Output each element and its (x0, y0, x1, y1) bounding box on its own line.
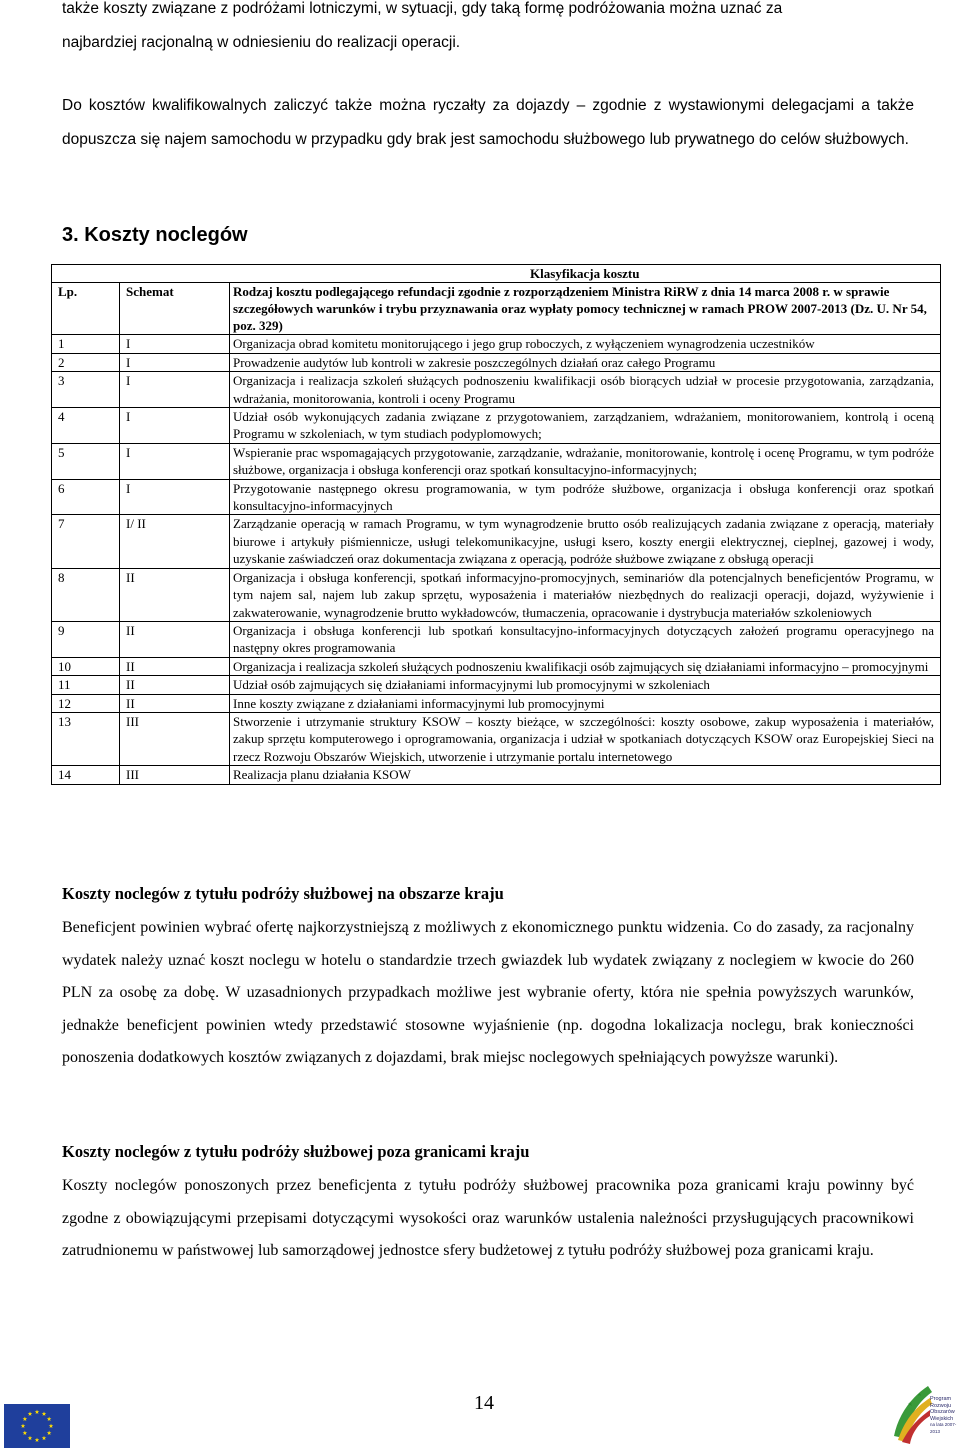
table-row (52, 353, 941, 371)
table-column-header-row (52, 283, 941, 335)
column-header-lp: Lp. (52, 283, 120, 335)
prow-logo-text-line: Rozwoju (930, 1402, 952, 1409)
cell-description: Stworzenie i utrzymanie struktury KSOW – koszty bieżące, w szczególności: koszty osobowe, zakup wyposażenia i materiałów, zakup sprzętu komputerowego i oprogramowania, organizacja i udział w spotkaniach dotyczących KSOW oraz Europejskiej Sieci na rzecz Rozwoju Obszarów Wiejskich, utworzenie i utrzymanie portalu internetowego (230, 712, 941, 765)
table-row (52, 443, 941, 479)
table-row (52, 657, 941, 675)
prow-logo-text-line: Wiejskich (930, 1415, 954, 1422)
cell-description: Przygotowanie następnego okresu programowania, w tym podróże służbowe, organizacja i obsługa konferencji oraz spotkań konsultacyjno-informacyjnych (230, 479, 941, 515)
cell-description: Realizacja planu działania KSOW (230, 766, 941, 784)
cell-schemat: I (120, 479, 230, 515)
cell-description: Zarządzanie operacją w ramach Programu, w tym wynagrodzenie brutto osób realizujących zadania związane z operacją, materiały biurowe i artykuły piśmiennicze, usługi telekomunikacyjne, usługi ksero, koszty energii elektrycznej, cieplnej, gazowej i wody, uzyskanie zaświadczeń oraz dokumentacja związana z operacją, podróże służbowe związane z obsługą operacji (230, 515, 941, 568)
cell-schemat: II (120, 568, 230, 621)
table-row (52, 676, 941, 694)
intro-paragraph-1 (62, 0, 914, 60)
cell-description: Prowadzenie audytów lub kontroli w zakresie poszczególnych działań oraz całego Programu (230, 353, 941, 371)
cell-lp: 13 (52, 712, 120, 765)
column-header-description: Rodzaj kosztu podlegającego refundacji zgodnie z rozporządzeniem Ministra RiRW z dnia 14 marca 2008 r. w sprawie szczegółowych warunków i trybu przyznawania oraz wypłaty pomocy technicznej w ramach PROW 2007-2013 (Dz. U. Nr 54, poz. 329) (230, 283, 941, 335)
cell-lp: 1 (52, 335, 120, 353)
cell-lp: 14 (52, 766, 120, 784)
cell-schemat: II (120, 657, 230, 675)
intro-paragraph-2: Do kosztów kwalifikowalnych zaliczyć także można ryczałty za dojazdy – zgodnie z wystawionymi delegacjami a także dopuszcza się najem samochodu w przypadku gdy brak jest samochodu służbowego lub prywatnego do celów służbowych. (62, 97, 914, 148)
table-row (52, 335, 941, 353)
page-number: 14 (474, 1392, 494, 1414)
cell-schemat: I (120, 408, 230, 444)
section-3-title: Koszty noclegów z tytułu podróży służbowej poza granicami kraju (62, 1142, 530, 1161)
cell-description: Udział osób wykonujących zadania związane z przygotowaniem, zarządzaniem, wdrażaniem, monitorowaniem, kontrolą i oceną Programu w szkoleniach, w tym studiach podyplomowych; (230, 408, 941, 444)
intro-paragraph-1-line-1: także koszty związane z podróżami lotniczymi, w sytuacji, gdy taką formę podróżowania można uznać za (62, 0, 783, 17)
section-heading: 3. Koszty noclegów (62, 224, 248, 246)
cell-lp: 3 (52, 372, 120, 408)
cell-lp: 12 (52, 694, 120, 712)
table-row (52, 712, 941, 765)
table-row (52, 694, 941, 712)
cell-schemat: III (120, 712, 230, 765)
cell-description: Wspieranie prac wspomagających przygotowanie, zarządzanie, wdrażanie, monitorowanie, kontrolę i ocenę Programu, w tym podróże służbowe, organizacja i obsługa konferencji oraz spotkań konsultacyjno-informacyjnych; (230, 443, 941, 479)
cost-classification-table (51, 264, 941, 785)
table-row (52, 766, 941, 784)
section-2-body: Beneficjent powinien wybrać ofertę najkorzystniejszą z możliwych z ekonomicznego punktu widzenia. Co do zasady, za racjonalny wydatek należy uznać koszt noclegu w hotelu o standardzie trzech gwiazdek lub wydatek związany z noclegiem w kwocie do 260 PLN za osobę za dobę. W uzasadnionych przypadkach możliwe jest wybranie oferty, która nie spełnia powyższych warunków, jednakże beneficjent powinien wtedy przedstawić stosowne wyjaśnienie (np. dogodna lokalizacja noclegu, brak konieczności ponoszenia dodatkowych kosztów związanych z dojazdami, brak miejsc noclegowych spełniających powyższe warunki). (62, 919, 914, 1066)
cell-lp: 10 (52, 657, 120, 675)
cell-lp: 5 (52, 443, 120, 479)
section-3-body: Koszty noclegów ponoszonych przez beneficjenta z tytułu podróży służbowej pracownika poza granicami kraju powinny być zgodne z obowiązującymi przepisami dotyczącymi wysokości oraz warunków ustalenia należności przysługujących pracownikowi zatrudnionemu w państwowej lub samorządowej jednostce sfery budżetowej z tytułu podróży służbowej poza granicami kraju. (62, 1177, 914, 1259)
table-classification-header-row (52, 265, 941, 283)
table-row (52, 408, 941, 444)
cell-schemat: I (120, 372, 230, 408)
table-row (52, 515, 941, 568)
prow-logo-text-line: Program (930, 1396, 952, 1402)
prow-logo-text (930, 1396, 960, 1435)
cell-schemat: II (120, 676, 230, 694)
table-row (52, 621, 941, 657)
cell-lp: 4 (52, 408, 120, 444)
cell-description: Organizacja i realizacja szkoleń służących podnoszeniu kwalifikacji osób biorących udział w procesie przygotowania, zarządzania, wdrażania, monitorowania, kontroli i oceny Programu (230, 372, 941, 408)
table-row (52, 568, 941, 621)
cell-lp: 6 (52, 479, 120, 515)
cell-lp: 9 (52, 621, 120, 657)
cell-description: Udział osób zajmujących się działaniami informacyjnymi lub promocyjnymi w szkoleniach (230, 676, 941, 694)
cell-schemat: I (120, 353, 230, 371)
cell-description: Organizacja obrad komitetu monitorującego i jego grup roboczych, z wyłączeniem wynagrodzenia uczestników (230, 335, 941, 353)
section-2-title: Koszty noclegów z tytułu podróży służbowej na obszarze kraju (62, 884, 504, 903)
column-header-schemat: Schemat (120, 283, 230, 335)
cell-schemat: I (120, 443, 230, 479)
cell-lp: 7 (52, 515, 120, 568)
prow-logo-text-line: Obszarów (930, 1409, 955, 1415)
cell-schemat: I (120, 335, 230, 353)
cell-description: Organizacja i obsługa konferencji, spotkań informacyjno-promocyjnych, seminariów dla potencjalnych beneficjentów Programu, w tym najem sal, najem lub zakup sprzętu, wyposażenia i materiałów niezbędnych do realizacji operacji, dojazd, wyżywienie i zakwaterowanie, wynagrodzenie brutto wykładowców, tłumaczenia, opracowanie i dystrybucja materiałów szkoleniowych (230, 568, 941, 621)
cell-lp: 11 (52, 676, 120, 694)
intro-paragraph-1-line-2: najbardziej racjonalną w odniesieniu do realizacji operacji. (62, 34, 461, 51)
prow-logo-text-line: na lata 2007-2013 (930, 1422, 957, 1434)
cell-schemat: II (120, 694, 230, 712)
cell-schemat: I/ II (120, 515, 230, 568)
table-row (52, 372, 941, 408)
table-row (52, 479, 941, 515)
cell-description: Organizacja i obsługa konferencji lub spotkań konsultacyjno-informacyjnych dotyczących założeń programu operacyjnego na następny okres programowania (230, 621, 941, 657)
eu-flag-icon (4, 1404, 70, 1448)
cell-lp: 8 (52, 568, 120, 621)
cell-schemat: III (120, 766, 230, 784)
cell-description: Organizacja i realizacja szkoleń służących podnoszeniu kwalifikacji osób zajmujących się działaniami informacyjno – promocyjnymi (230, 657, 941, 675)
cell-lp: 2 (52, 353, 120, 371)
cell-schemat: II (120, 621, 230, 657)
classification-header: Klasyfikacja kosztu (230, 265, 941, 283)
cell-description: Inne koszty związane z działaniami informacyjnymi lub promocyjnymi (230, 694, 941, 712)
